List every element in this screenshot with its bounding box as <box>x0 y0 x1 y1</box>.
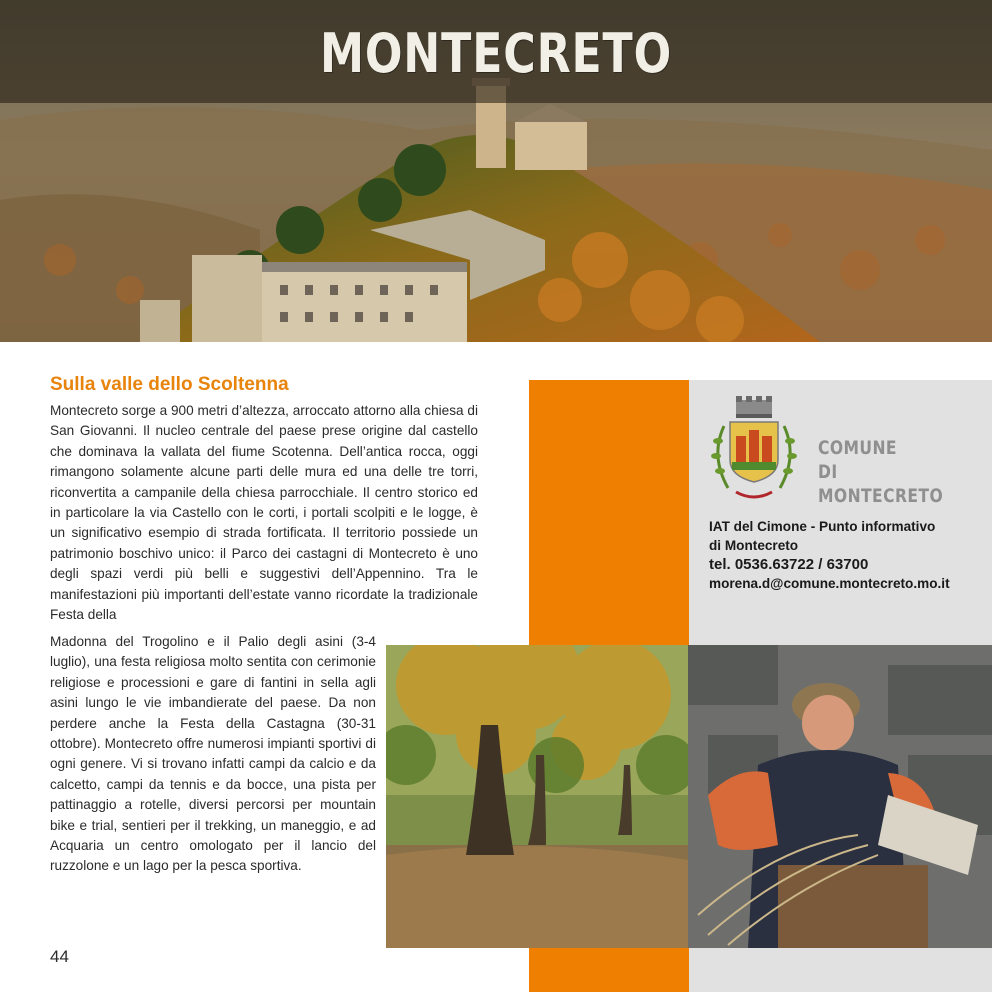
email-address: morena.d@comune.montecreto.mo.it <box>709 576 950 591</box>
logo-line-montecreto: DI MONTECRETO <box>818 461 944 507</box>
office-place: di Montecreto <box>709 538 799 553</box>
article-body-top: Montecreto sorge a 900 metri d’altezza, arroccato attorno alla chiesa di San Giovanni. Il nucleo centrale del paese prese origine dal castello che dominava la vallata del fiume Scotenna. Dell’antica rocca, oggi rimangono solamente alcune parti delle mura ed una delle tre torri, riconvertita a campanile della chiesa parrocchiale. Il centro storico ed in particolare la via Castello con le corti, i portali scolpiti e le logge, è un significativo esempio di strada fortificata. Il territorio possiede un patrimonio boschivo unico: il Parco dei castagni di Montecreto è uno degli spazi verdi più belli e suggestivi dell’Appennino. Tra le manifestazioni più importanti dell’estate vanno ricordate la tradizionale Festa della <box>50 403 478 623</box>
logo-line-comune: COMUNE <box>818 437 897 459</box>
contact-info <box>709 517 950 593</box>
comune-logo-text <box>818 436 961 508</box>
orange-accent-block <box>529 380 689 648</box>
grey-footer-block <box>689 948 992 992</box>
article-body-bottom: Madonna del Trogolino e il Palio degli asini (3-4 luglio), una festa religiosa molto sentita con cerimonie religiose e processioni e gare di fantini in sella agli asini lungo le vie imbandierate del paese. Da non perdere anche la Festa della Castagna (30-31 ottobre). Montecreto offre numerosi impianti sportivi di ogni genere. Vi si trovano infatti campi da calcio e da calcetto, campi da tennis e da bocce, una pista per pattinaggio a rotelle, diversi percorsi per mountain bike e trial, sentieri per il trekking, un maneggio, e ad Acquaria un centro omologato per il lancio del ruzzolone e un lago per la pesca sportiva. <box>50 634 376 874</box>
chestnut-park-photo <box>386 645 688 948</box>
basket-weaver-photo <box>688 645 992 948</box>
phone-number: tel. 0536.63722 / 63700 <box>709 556 869 573</box>
hero-photo <box>0 0 992 342</box>
page-title: MONTECRETO <box>319 22 673 85</box>
page-number: 44 <box>50 947 69 966</box>
office-name: IAT del Cimone - Punto informativo <box>709 519 936 534</box>
orange-footer-block <box>529 948 689 992</box>
section-heading: Sulla valle dello Scoltenna <box>50 374 289 395</box>
municipal-coat-of-arms-icon <box>706 396 800 508</box>
